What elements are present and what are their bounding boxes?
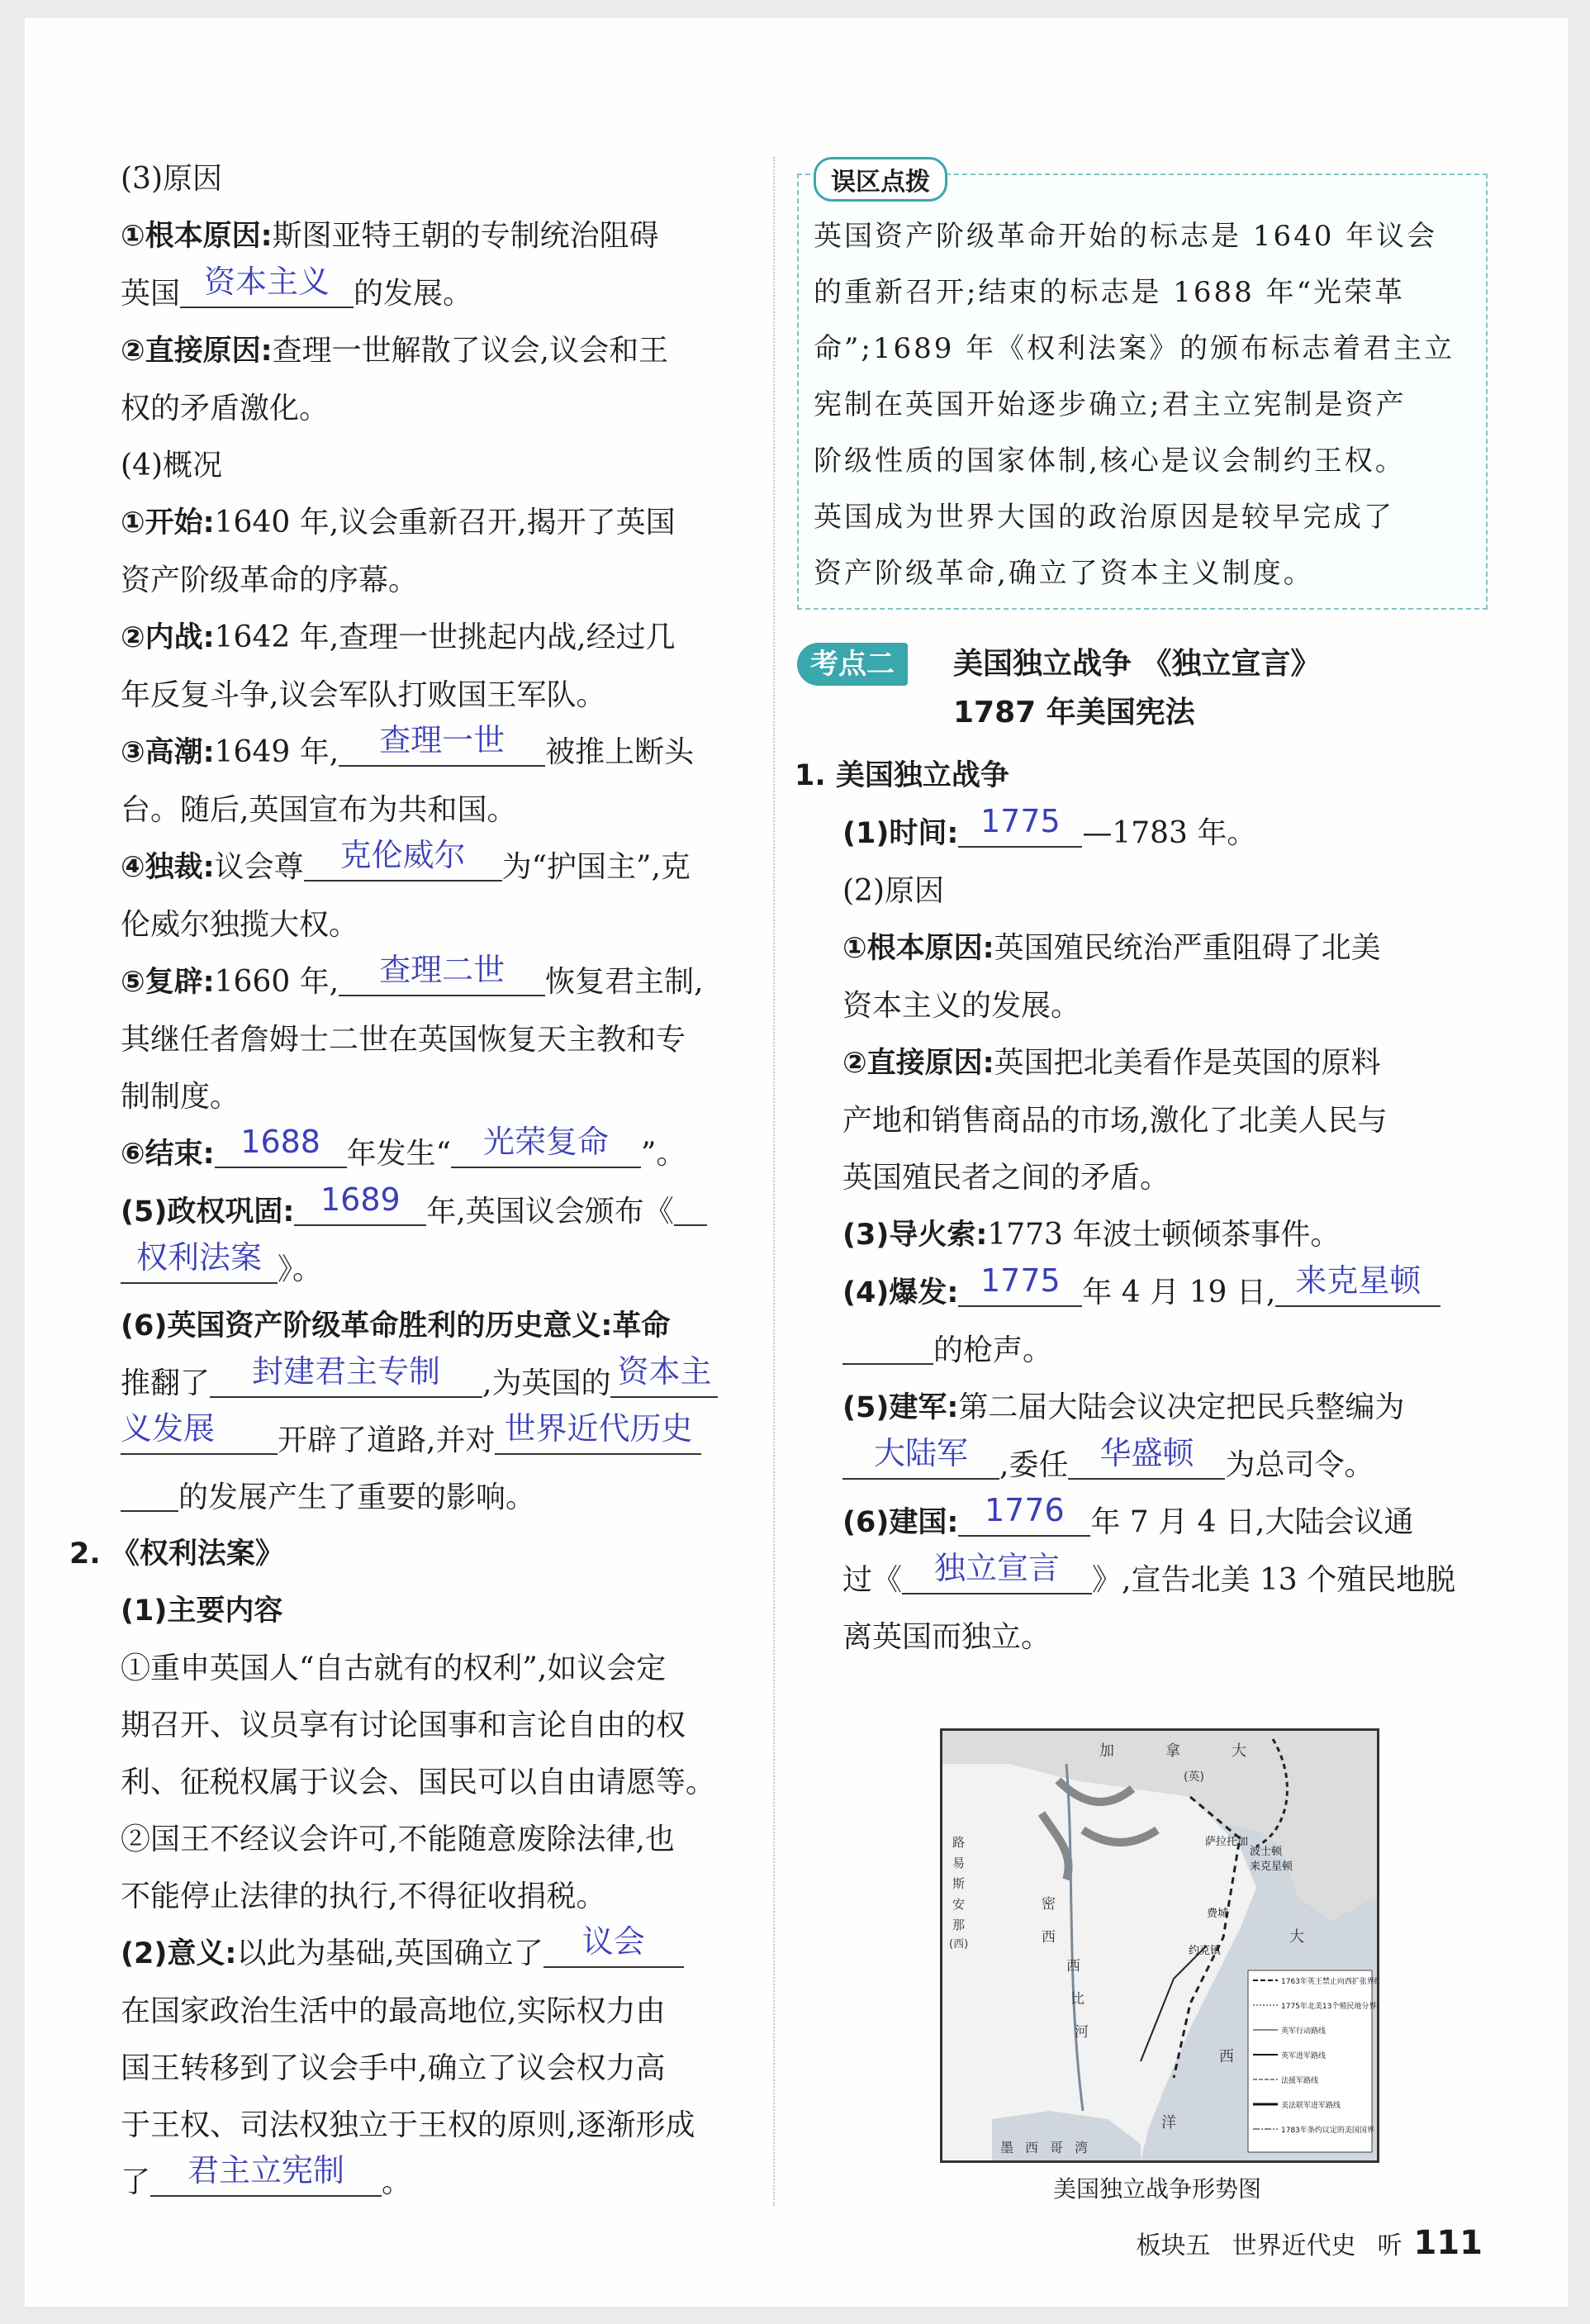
map-label: 费城 [1207, 1908, 1229, 1920]
handwritten-answer: 资本主义 [204, 264, 330, 300]
text-line [795, 805, 1488, 863]
handwritten-answer: 大陆军 [873, 1435, 968, 1471]
legend-item: 英军进军路线 [1281, 2052, 1327, 2060]
text-line [121, 1469, 765, 1526]
answer-blank [958, 803, 1082, 848]
text-line: 权的矛盾激化。 [121, 392, 330, 425]
footer-subject: 世界近代史 [1232, 2231, 1356, 2260]
answer-blank [215, 1124, 347, 1168]
text: 的枪声。 [933, 1333, 1053, 1367]
map-label: 拿 [1165, 1742, 1180, 1760]
answer-blank [1275, 1262, 1440, 1307]
text-line [121, 494, 765, 552]
text-line [121, 1925, 765, 1983]
answer-blank [121, 1239, 278, 1284]
term-label: ①根本原因: [121, 220, 273, 253]
term-label: (5)建军: [842, 1391, 959, 1424]
text: 年 4 月 19 日, [1082, 1276, 1276, 1309]
term-label: ②直接原因: [842, 1047, 994, 1080]
answer-blank [210, 1353, 482, 1398]
box-line: 的重新召开;结束的标志是 1688 年“光荣革 [814, 276, 1405, 309]
text-line: (3)原因 [121, 162, 222, 196]
text-line [121, 953, 765, 1011]
text-line [795, 1437, 1488, 1494]
answer-blank [339, 722, 545, 767]
text-line: 年反复斗争,议会军队打败国王军队。 [121, 678, 606, 712]
legend-item: 英军行动路线 [1281, 2027, 1327, 2036]
term-label: (3)导火索: [842, 1219, 988, 1252]
text: 年,英国议会颁布《 [426, 1195, 674, 1229]
text-line [121, 609, 765, 667]
answer-blank [610, 1353, 718, 1398]
text-line: (1)主要内容 [121, 1594, 283, 1628]
key-point-subtitle: 1787 年美国宪法 [953, 696, 1195, 730]
text: 年 7 月 4 日,大陆会议通 [1090, 1505, 1414, 1539]
answer-blank [674, 1185, 707, 1226]
term-label: ②直接原因: [121, 335, 273, 368]
handwritten-answer: 华盛顿 [1099, 1435, 1194, 1471]
text: 英国 [121, 277, 181, 311]
handwritten-answer: 独立宣言 [934, 1550, 1061, 1586]
map-label: 约克镇 [1189, 1945, 1222, 1957]
text: 开辟了道路,并对 [278, 1423, 496, 1457]
text-line: 英国殖民者之间的矛盾。 [842, 1161, 1170, 1195]
text: 1649 年, [214, 735, 339, 769]
answer-blank [958, 1262, 1082, 1307]
map-label: 大 [1232, 1742, 1246, 1760]
text: 议会尊 [214, 850, 304, 884]
legend-item: 1763年英王禁止向西扩张界线 [1281, 1978, 1377, 1986]
text-line: (4)概况 [121, 449, 222, 482]
text-line: 资产阶级革命的序幕。 [121, 563, 419, 597]
text-line: 其继任者詹姆士二世在英国恢复天主教和专 [121, 1023, 686, 1057]
text: 的发展。 [354, 277, 473, 311]
handwritten-answer: 1689 [320, 1181, 401, 1218]
text-line [795, 1552, 1488, 1609]
box-tag: 误区点拨 [814, 157, 947, 202]
text-line: 产地和销售商品的市场,激化了北美人民与 [842, 1104, 1388, 1138]
text-line: 国王转移到了议会手中,确立了议会权力高 [121, 2051, 666, 2085]
text: 恢复君主制, [545, 965, 704, 999]
term-label: (2)意义: [121, 1937, 237, 1970]
legend-item: 美法联军进军路线 [1281, 2102, 1341, 2110]
text: 。 [382, 2165, 412, 2199]
legend-item: 1775年北美13个殖民地分界线 [1281, 2003, 1377, 2011]
text-line [795, 1322, 1488, 1379]
text-line: 于王权、司法权独立于王权的原则,逐渐形成 [121, 2108, 695, 2142]
term-label: (6)建国: [842, 1506, 959, 1539]
handwritten-answer: 权利法案 [135, 1239, 262, 1276]
footer-listen: 听 [1377, 2231, 1403, 2260]
map-label: 那 [952, 1918, 966, 1932]
handwritten-answer: 查理一世 [379, 722, 505, 758]
handwritten-answer: 来克星顿 [1295, 1262, 1422, 1299]
text-line [795, 1494, 1488, 1552]
text-line [121, 1125, 765, 1183]
answer-blank [495, 1410, 701, 1455]
text: 了 [121, 2165, 151, 2199]
text: 推翻了 [121, 1366, 211, 1400]
box-line: 资产阶级革命,确立了资本主义制度。 [814, 557, 1314, 590]
map-label: (西) [949, 1938, 969, 1951]
term-label: (4)爆发: [842, 1276, 959, 1309]
map-label: 加 [1099, 1742, 1114, 1760]
handwritten-answer: 义发展 [121, 1410, 216, 1447]
text: 1773 年波士顿倾茶事件。 [987, 1218, 1341, 1252]
term-label: (5)政权巩固: [121, 1195, 295, 1229]
right-column [795, 748, 1488, 1666]
text: 年发生“ [346, 1137, 452, 1171]
text-line [121, 1241, 765, 1298]
answer-blank [180, 264, 354, 308]
left-column [69, 150, 765, 2211]
legend-item: 1783年条约议定的美国国界 [1281, 2127, 1374, 2135]
map-label: 波士顿 [1250, 1846, 1283, 1858]
text: 以此为基础,英国确立了 [236, 1937, 543, 1970]
term-label: ③高潮: [121, 736, 215, 769]
answer-blank [1068, 1435, 1225, 1480]
map-label: 萨拉托加 [1205, 1836, 1249, 1848]
handwritten-answer: 世界近代历史 [504, 1410, 693, 1447]
box-line: 英国成为世界大国的政治原因是较早完成了 [814, 501, 1394, 534]
answer-blank [339, 952, 545, 996]
text-line: 期召开、议员享有讨论国事和言论自由的权 [121, 1709, 686, 1742]
handwritten-answer: 资本主 [617, 1353, 712, 1390]
map-label: 安 [952, 1897, 966, 1912]
answer-blank [958, 1492, 1090, 1537]
handwritten-answer: 查理二世 [379, 952, 505, 988]
text: ,为英国的 [482, 1366, 611, 1400]
text: 英国殖民统治严重阻碍了北美 [994, 931, 1381, 965]
box-body [814, 208, 1474, 601]
map-label: 来克星顿 [1250, 1861, 1293, 1873]
column-divider [773, 157, 775, 2206]
handwritten-answer: 1775 [980, 1262, 1061, 1299]
page-footer [1115, 2224, 1483, 2262]
map-label: 大 [1289, 1928, 1304, 1946]
key-point-tag: 考点二 [797, 643, 908, 686]
text: ,委任 [999, 1448, 1069, 1482]
answer-blank [304, 837, 502, 882]
text-line [121, 839, 765, 896]
map-label: 易 [952, 1856, 966, 1870]
text: 1642 年,查理一世挑起内战,经过几 [214, 620, 676, 654]
handwritten-answer: 1776 [984, 1492, 1065, 1528]
map-label: 河 [1075, 2024, 1089, 2041]
map-label: 哥 [1050, 2140, 1064, 2155]
text-line: 利、征税权属于议会、国民可以自由请愿等。 [121, 1766, 716, 1799]
section-heading: 2. 《权利法案》 [69, 1537, 284, 1571]
text: —1783 年。 [1082, 816, 1257, 850]
text-line: 制制度。 [121, 1080, 240, 1114]
map-label: 湾 [1075, 2140, 1089, 2155]
text: 的发展产生了重要的影响。 [178, 1480, 536, 1514]
term-label: ①开始: [121, 506, 215, 539]
term-label: (1)时间: [842, 817, 959, 850]
handwritten-answer: 君主立宪制 [187, 2152, 345, 2189]
box-line: 英国资产阶级革命开始的标志是 1640 年议会 [814, 220, 1438, 253]
text: 1640 年,议会重新召开,揭开了英国 [214, 506, 676, 539]
misconception-box [797, 168, 1488, 610]
war-situation-map [940, 1728, 1379, 2163]
term-label: ②内战: [121, 621, 215, 654]
text-line: 伦威尔独揽大权。 [121, 908, 359, 942]
answer-blank [543, 1923, 684, 1968]
key-point-title: 美国独立战争 《独立宣言》 [953, 647, 1321, 681]
answer-blank [451, 1124, 641, 1168]
text-line: 离英国而独立。 [842, 1620, 1051, 1654]
map-label: 密 [1042, 1896, 1056, 1913]
box-line: 宪制在英国开始逐步确立;君主立宪制是资产 [814, 388, 1407, 421]
footer-section: 板块五 [1136, 2231, 1211, 2260]
map-label: 斯 [952, 1876, 966, 1891]
text-line: 资本主义的发展。 [842, 989, 1081, 1023]
map-label: 西 [1042, 1929, 1056, 1946]
text: 为“护国主”,克 [501, 850, 691, 884]
legend-item: 法援军路线 [1281, 2077, 1319, 2085]
text-line [795, 1264, 1488, 1322]
text: ”。 [641, 1137, 686, 1171]
handwritten-answer: 封建君主专制 [252, 1353, 441, 1390]
section-heading: 1. 美国独立战争 [795, 759, 1009, 792]
text-line [121, 724, 765, 782]
text-line [121, 2154, 765, 2211]
term-label: ⑥结束: [121, 1138, 215, 1171]
text-line: 不能停止法律的执行,不得征收捐税。 [121, 1880, 606, 1913]
text-line: (2)原因 [842, 874, 944, 908]
box-line: 命”;1689 年《权利法案》的颁布标志着君主立 [814, 332, 1455, 365]
text: 斯图亚特王朝的专制统治阻碍 [272, 219, 659, 253]
map-label: 洋 [1161, 2114, 1176, 2132]
text-line: (6)英国资产阶级革命胜利的历史意义:革命 [121, 1309, 671, 1343]
text-line [795, 920, 1488, 977]
text: 》。 [278, 1252, 323, 1286]
handwritten-answer: 议会 [581, 1923, 645, 1960]
handwritten-answer: 光荣复命 [483, 1124, 610, 1160]
answer-blank [842, 1435, 999, 1480]
text: 英国把北美看作是英国的原料 [994, 1046, 1381, 1080]
map-label: 路 [952, 1835, 966, 1850]
map-label: 比 [1070, 1991, 1085, 2008]
handwritten-answer: 1775 [980, 803, 1061, 839]
handwritten-answer: 克伦威尔 [339, 837, 466, 873]
page-number: 111 [1413, 2224, 1483, 2262]
answer-blank [842, 1324, 933, 1365]
text-line: 台。随后,英国宣布为共和国。 [121, 793, 517, 827]
term-label: ①根本原因: [842, 932, 994, 965]
answer-blank [902, 1550, 1092, 1594]
text-line [121, 265, 765, 322]
map-label: 西 [1066, 1958, 1080, 1975]
text: 》,宣告北美 13 个殖民地脱 [1092, 1563, 1456, 1597]
answer-blank [121, 1410, 278, 1455]
text: 过《 [842, 1563, 903, 1597]
text-line [121, 1412, 765, 1469]
map-graphic [942, 1731, 1377, 2160]
map-caption: 美国独立战争形势图 [1052, 2175, 1261, 2203]
answer-blank [121, 1471, 178, 1512]
text-line: ①重申英国人“自古就有的权利”,如议会定 [121, 1652, 667, 1685]
text-line: ②国王不经议会许可,不能随意废除法律,也 [121, 1823, 675, 1856]
answer-blank [150, 2152, 382, 2197]
text: 第二届大陆会议决定把民兵整编为 [958, 1390, 1405, 1424]
answer-blank [294, 1181, 426, 1226]
text: 查理一世解散了议会,议会和王 [272, 334, 669, 368]
map-label: 西 [1219, 2048, 1234, 2065]
map-label: (英) [1184, 1770, 1204, 1784]
box-line: 阶级性质的国家体制,核心是议会制约王权。 [814, 444, 1406, 478]
text-line [795, 1034, 1488, 1092]
map-label: 墨 [1000, 2140, 1014, 2155]
text: 1660 年, [214, 965, 339, 999]
text: 被推上断头 [545, 735, 695, 769]
term-label: ④独裁: [121, 851, 215, 884]
text-line [121, 322, 765, 380]
text: 为总司令。 [1225, 1448, 1374, 1482]
term-label: ⑤复辟: [121, 966, 215, 999]
handwritten-answer: 1688 [240, 1124, 320, 1160]
text-line: 在国家政治生活中的最高地位,实际权力由 [121, 1994, 666, 2028]
map-label: 西 [1025, 2140, 1039, 2155]
